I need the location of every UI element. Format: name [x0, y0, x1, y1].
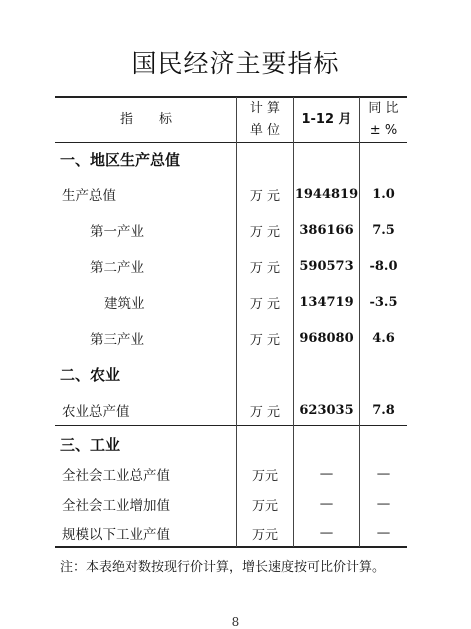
row-label: 生产总值 — [62, 188, 116, 204]
section-title: 三、工业 — [60, 435, 121, 454]
row-yoy: 7.5 — [372, 222, 395, 238]
row-value: 386166 — [299, 222, 354, 238]
section-title: 一、地区生产总值 — [60, 150, 181, 169]
row-value: 590573 — [299, 258, 354, 274]
header-indicator: 指 标 — [119, 112, 172, 127]
row-unit: 万 元 — [249, 260, 281, 276]
row-label: 规模以下工业产值 — [62, 527, 170, 543]
row-yoy: -8.0 — [369, 258, 398, 274]
section-title: 二、农业 — [60, 365, 121, 384]
row-label: 农业总产值 — [62, 404, 130, 420]
row-yoy: 4.6 — [372, 330, 395, 346]
row-yoy: — — [376, 496, 391, 512]
row-label: 全社会工业总产值 — [62, 468, 170, 484]
row-yoy: — — [376, 525, 391, 541]
page-number: 8 — [231, 615, 240, 629]
row-unit: 万 元 — [249, 224, 281, 240]
header-yoy-line2: ± % — [369, 123, 398, 138]
table-footnote: 注：本表绝对数按现行价计算，增长速度按可比价计算。 — [60, 560, 386, 575]
header-yoy — [360, 98, 407, 142]
row-unit: 万 元 — [249, 404, 281, 420]
page-title: 国民经济主要指标 — [131, 49, 340, 78]
row-yoy: -3.5 — [369, 294, 398, 310]
row-label: 第二产业 — [90, 260, 144, 276]
row-unit: 万元 — [251, 468, 278, 484]
row-label: 全社会工业增加值 — [62, 498, 170, 514]
row-unit: 万 元 — [249, 296, 281, 312]
header-unit — [237, 98, 293, 142]
row-yoy: — — [376, 466, 391, 482]
row-unit: 万元 — [251, 498, 278, 514]
table-bottom-rule — [55, 546, 407, 548]
row-yoy: 1.0 — [372, 186, 395, 202]
row-value: 968080 — [299, 330, 354, 346]
row-label: 第三产业 — [90, 332, 144, 348]
row-label: 第一产业 — [90, 224, 144, 240]
header-yoy-line1: 同 比 — [368, 101, 399, 116]
header-unit-line2: 单 位 — [249, 123, 281, 138]
row-yoy: 7.8 — [372, 402, 395, 418]
row-value: — — [319, 525, 334, 541]
header-period: 1-12 月 — [301, 112, 352, 127]
row-unit: 万 元 — [249, 332, 281, 348]
row-value: 623035 — [299, 402, 354, 418]
row-unit: 万元 — [251, 527, 278, 543]
row-value: 134719 — [299, 294, 354, 310]
row-value: — — [319, 466, 334, 482]
row-value: — — [319, 496, 334, 512]
section-divider — [55, 425, 407, 426]
row-unit: 万 元 — [249, 188, 281, 204]
header-unit-line1: 计 算 — [249, 101, 281, 116]
row-value: 1944819 — [294, 186, 359, 202]
header-bottom-rule — [55, 142, 407, 143]
row-label: 建筑业 — [104, 296, 145, 312]
